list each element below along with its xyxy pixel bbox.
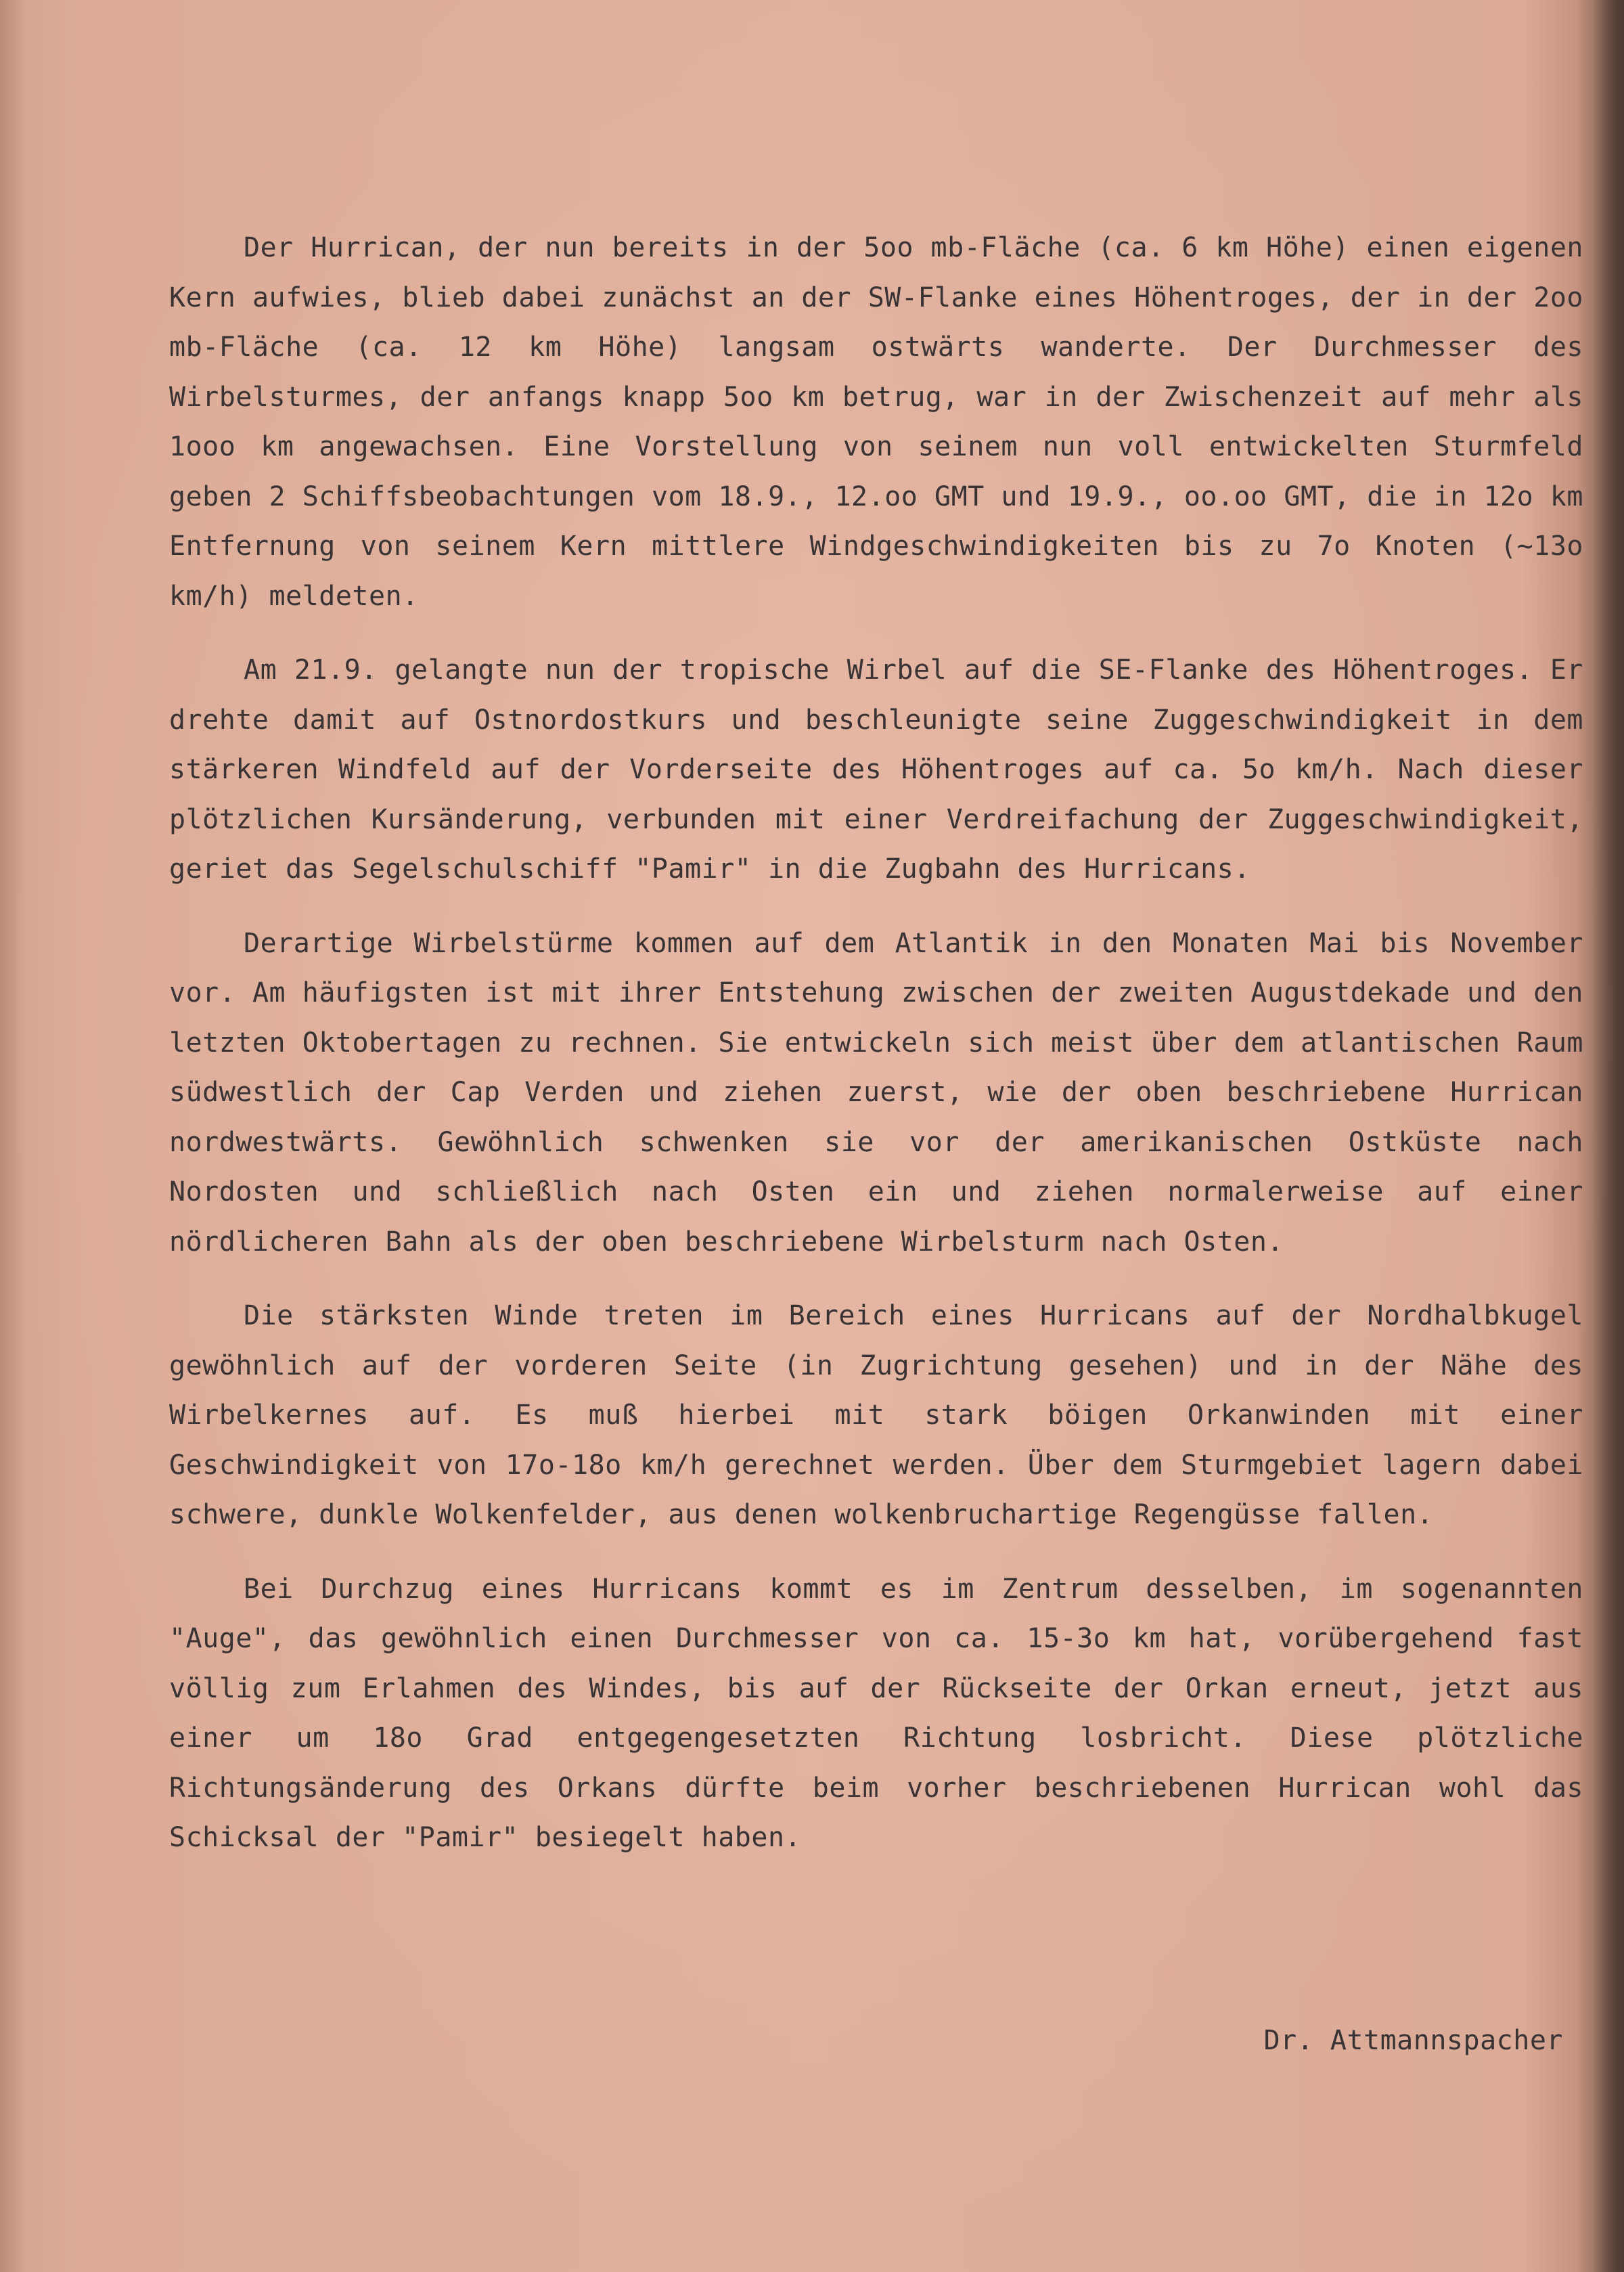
paragraph-2: Am 21.9. gelangte nun der tropische Wirbel auf die SE-Flanke des Höhentroges. Er drehte damit auf Ostnordostkurs und beschleunigte seine Zuggeschwindigkeit in dem stärkeren Windfeld auf der Vorderseite des Höhentroges auf ca. 5o km/h. Nach dieser plötzlichen Kursänderung, verbunden mit einer Verdreifachung der Zuggeschwindigkeit, geriet das Segelschulschiff "Pamir" in die Zugbahn des Hurricans. [169, 654, 1583, 885]
author-signature: Dr. Attmannspacher [1263, 2025, 1563, 2056]
paragraph-3: Derartige Wirbelstürme kommen auf dem Atlantik in den Monaten Mai bis November vor. Am häufigsten ist mit ihrer Entstehung zwischen der zweiten Augustdekade und den letzten Oktobertagen zu rechnen. Sie entwickeln sich meist über dem atlantischen Raum südwestlich der Cap Verden und ziehen zuerst, wie der oben beschriebene Hurrican nordwestwärts. Gewöhnlich schwenken sie vor der amerikanischen Ostküste nach Nordosten und schließlich nach Osten ein und ziehen normalerweise auf einer nördlicheren Bahn als der oben beschriebene Wirbelsturm nach Osten. [169, 927, 1583, 1257]
page-left-edge-shadow [0, 0, 23, 2272]
paragraph-1: Der Hurrican, der nun bereits in der 5oo mb-Fläche (ca. 6 km Höhe) einen eigenen Kern aufwies, blieb dabei zunächst an der SW-Flanke eines Höhentroges, der in der 2oo mb-Fläche (ca. 12 km Höhe) langsam ostwärts wanderte. Der Durchmesser des Wirbelsturmes, der anfangs knapp 5oo km betrug, war in der Zwischenzeit auf mehr als 1ooo km angewachsen. Eine Vorstellung von seinem nun voll entwickelten Sturmfeld geben 2 Schiffsbeobachtungen vom 18.9., 12.oo GMT und 19.9., oo.oo GMT, die in 12o km Entfernung von seinem Kern mittlere Windgeschwindigkeiten bis zu 7o Knoten (~13o km/h) meldeten. [169, 232, 1583, 612]
document-body [169, 223, 1583, 1888]
page-right-edge-shadow [1593, 0, 1624, 2272]
paragraph-4: Die stärksten Winde treten im Bereich eines Hurricans auf der Nordhalbkugel gewöhnlich auf der vorderen Seite (in Zugrichtung gesehen) und in der Nähe des Wirbelkernes auf. Es muß hierbei mit stark böigen Orkanwinden mit einer Geschwindigkeit von 17o-18o km/h gerechnet werden. Über dem Sturmgebiet lagern dabei schwere, dunkle Wolkenfelder, aus denen wolkenbruchartige Regengüsse fallen. [169, 1300, 1583, 1530]
paragraph-5: Bei Durchzug eines Hurricans kommt es im Zentrum desselben, im sogenannten "Auge", das gewöhnlich einen Durchmesser von ca. 15-3o km hat, vorübergehend fast völlig zum Erlahmen des Windes, bis auf der Rückseite der Orkan erneut, jetzt aus einer um 18o Grad entgegengesetzten Richtung losbricht. Diese plötzliche Richtungsänderung des Orkans dürfte beim vorher beschriebenen Hurrican wohl das Schicksal der "Pamir" besiegelt haben. [169, 1573, 1583, 1853]
